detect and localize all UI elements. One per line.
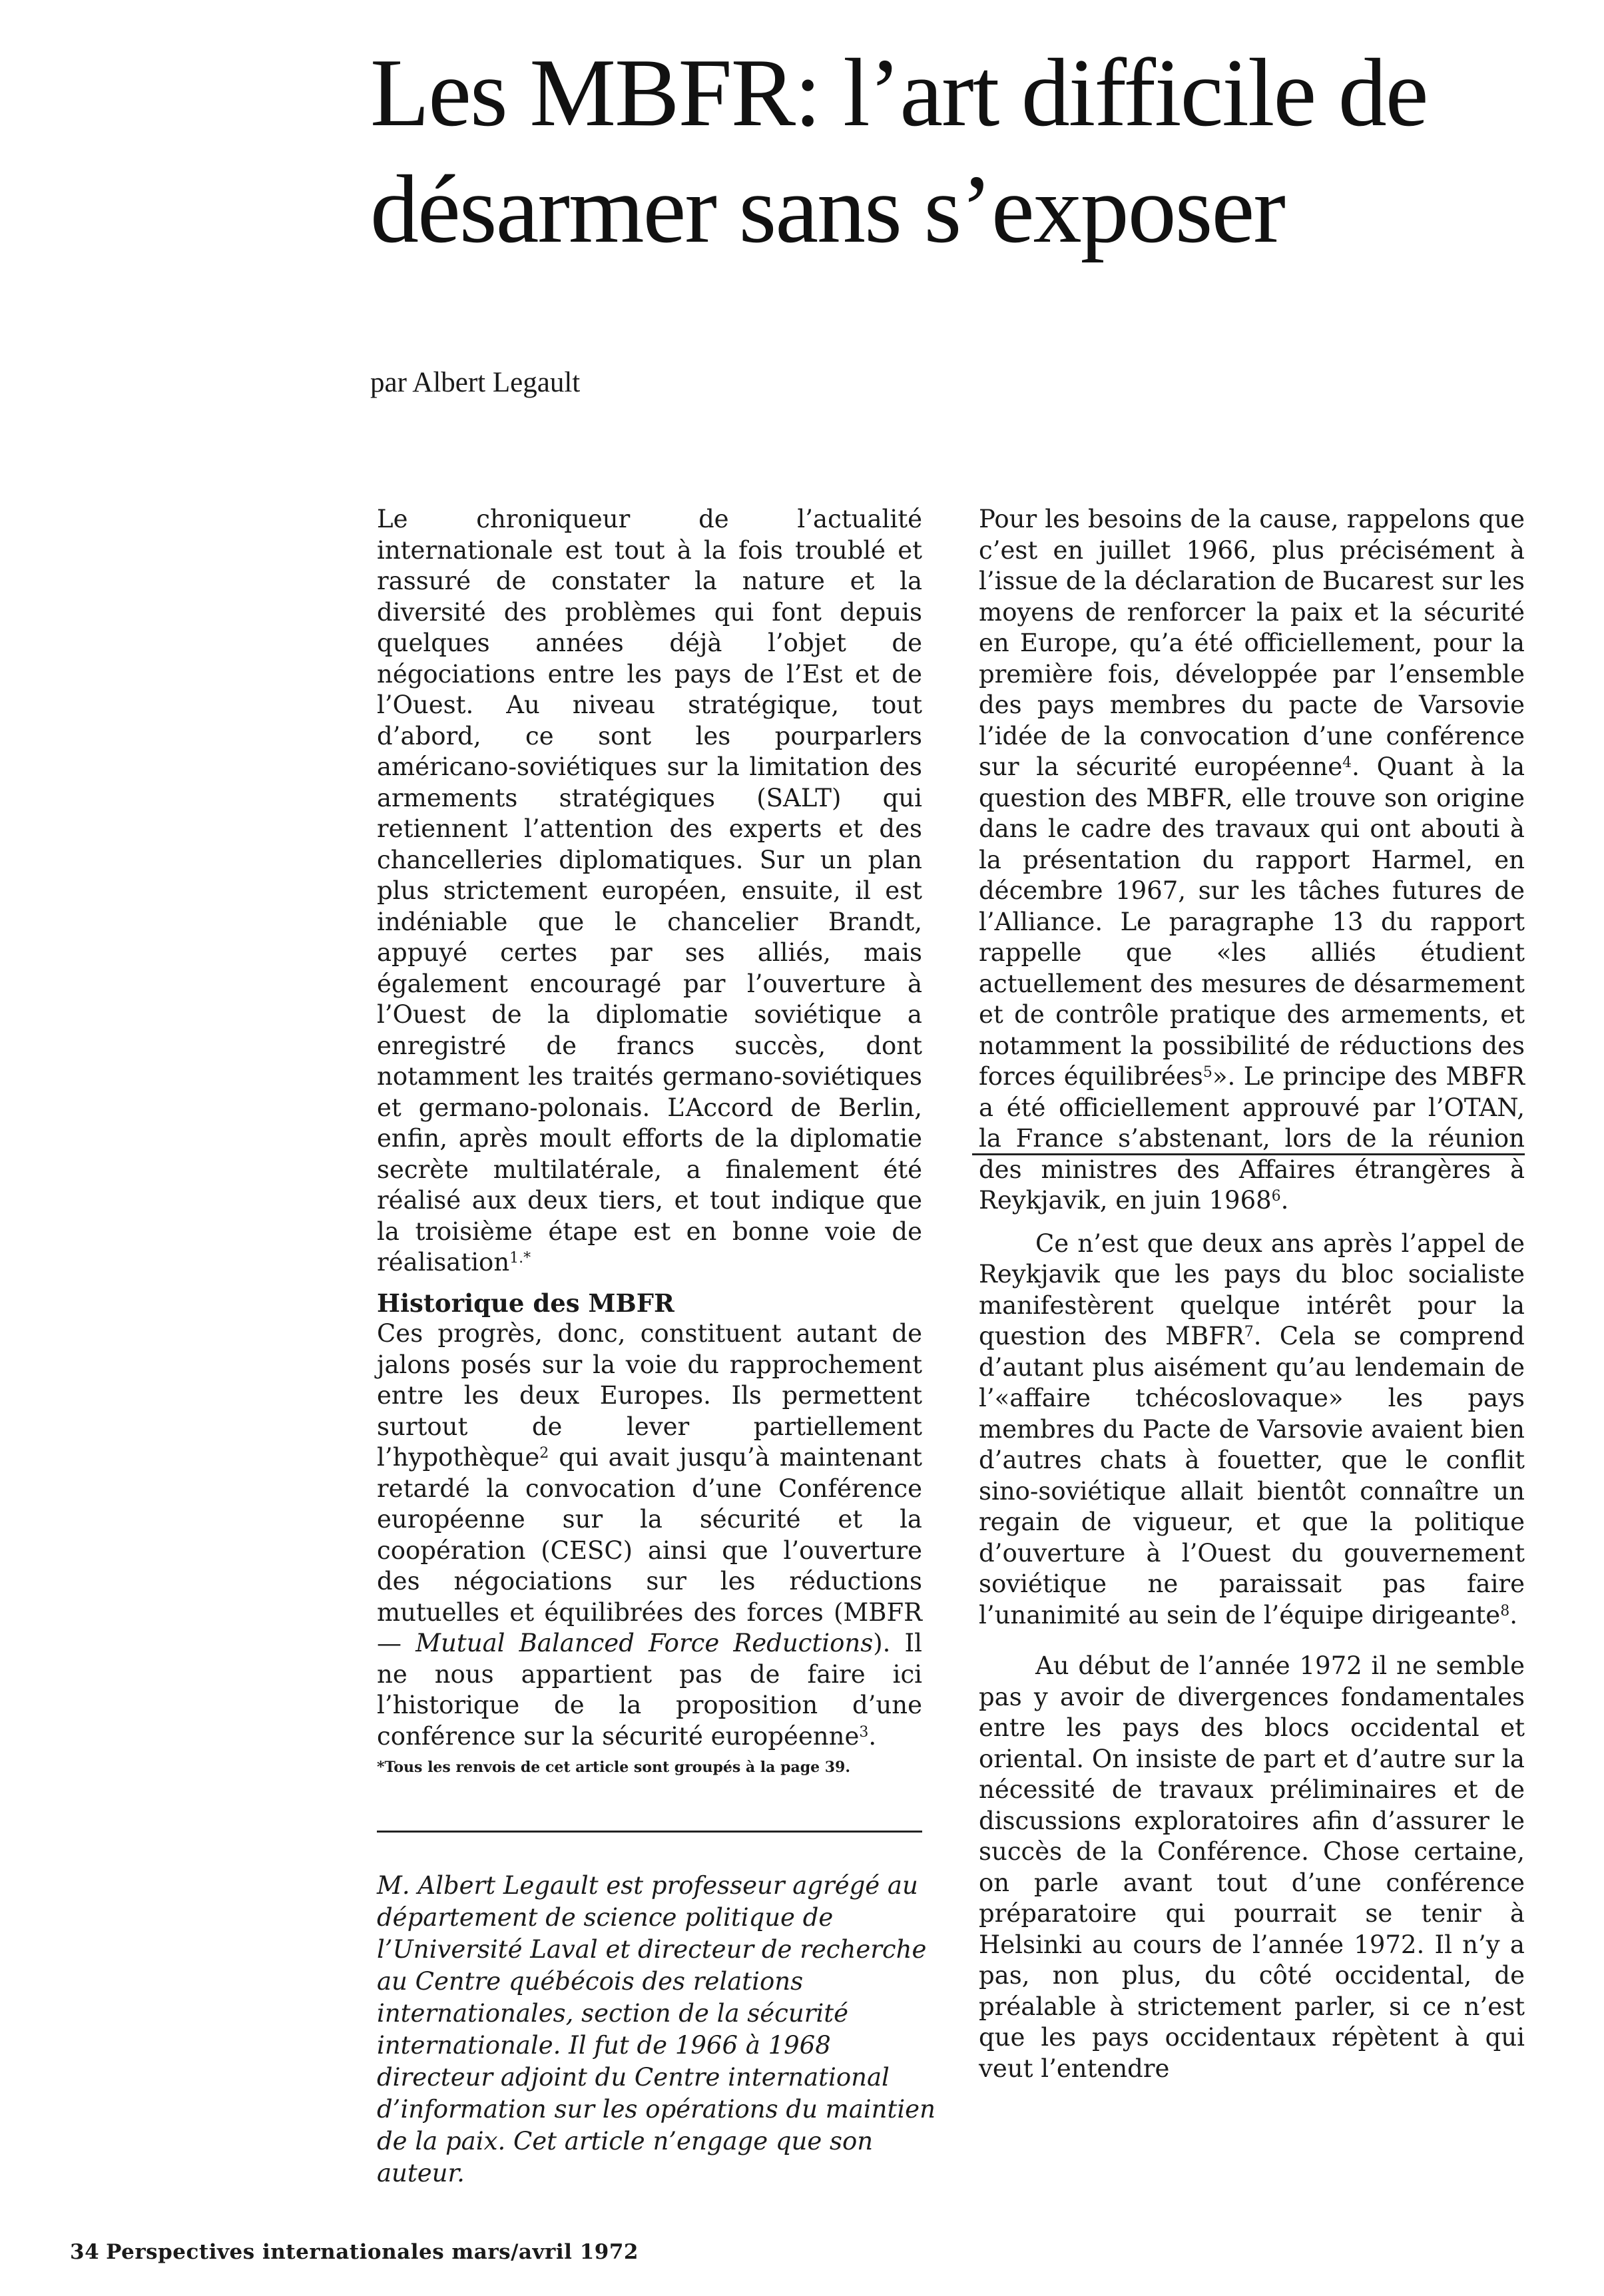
page-footer [70, 2239, 645, 2265]
title-line-2: désarmer sans s’exposer [370, 155, 1284, 263]
page-number: 34 [70, 2240, 100, 2264]
footnote-ref-2: 2 [539, 1445, 549, 1462]
reykjavik-text-b: . Cela se comprend d’autant plus aisément qu’au lendemain de l’«affaire tchécoslovaque» les pays membres du Pacte de Varsovie avaient bien d’autres chats à fouetter, que le conflit sino-soviétique allait bientôt connaître un regain de vigueur, et que la politique d’ouverture à l’Ouest du gouvernement soviétique ne paraissait pas faire l’unanimité au sein de l’équipe dirigeante [979, 1322, 1525, 1629]
section-heading: Historique des MBFR [377, 1288, 674, 1318]
footnote-ref-8: 8 [1500, 1602, 1510, 1619]
title-line-1: Les MBFR: l’art difficile de [370, 39, 1428, 146]
status-1972-paragraph: Au début de l’année 1972 il ne semble pas y avoir de divergences fondamentales entre les pays des blocs occidental et oriental. On insiste de part et d’autre sur la nécessité de travaux préliminaires et de discussions exploratoires afin d’assurer le succès de la Conférence. Chose certaine, on parle avant tout d’une conférence préparatoire qui pourrait se tenir à Helsinki au cours de l’année 1972. Il n’y a pas, non plus, du côté occidental, de préalable à strictement parler, si ce n’est que les pays occidentaux répètent à qui veut l’entendre [979, 1651, 1525, 2083]
reykjavik-text-c: . [1509, 1600, 1517, 1629]
footnote-ref-3: 3 [859, 1723, 869, 1741]
history-paragraph [377, 1318, 922, 1752]
footnote-ref-6: 6 [1271, 1188, 1281, 1205]
byline: par Albert Legault [370, 367, 581, 398]
history-italic: Mutual Balanced Force Reductions [415, 1629, 874, 1657]
footnote-note: *Tous les renvois de cet article sont groupés à la page 39. [377, 1759, 851, 1776]
publication-info: Perspectives internationales mars/avril 1972 [106, 2240, 639, 2264]
footnote-ref-5: 5 [1203, 1064, 1212, 1081]
background-text-c: ». Le principe des MBFR a été officiellement approuvé par l’OTAN, la France s’abstenant, lors de la réunion des ministres des Affaires étrangères à Reykjavik, en juin 1968 [979, 1062, 1525, 1215]
footnote-ref-4: 4 [1342, 754, 1352, 771]
history-text-d: . [868, 1721, 877, 1751]
author-note: M. Albert Legault est professeur agrégé au département de science politique de l’Université Laval et directeur de recherche au Centre québécois des relations internationales, section de la sécurité internationale. Il fut de 1966 à 1968 directeur adjoint du Centre international d’information sur les opérations du maintien de la paix. Cet article n’engage que son auteur. [377, 1871, 936, 2187]
intro-paragraph [377, 504, 922, 1279]
history-text-a: Ces progrès, donc, constituent autant de jalons posés sur la voie du rapprochement entre les deux Europes. Ils permettent surtout de lever partiellement l’hypothèque [377, 1319, 922, 1472]
intro-text: Le chroniqueur de l’actualité internationale est tout à la fois troublé et rassuré de constater la nature et la diversité des problèmes qui font depuis quelques années déjà l’objet de négociations entre les pays de l’Est et de l’Ouest. Au niveau stratégique, tout d’abord, ce sont les pourparlers américano-soviétiques sur la limitation des armements stratégiques (SALT) qui retiennent l’attention des experts et des chancelleries diplomatiques. Sur un plan plus strictement européen, ensuite, il est indéniable que le chancelier Brandt, appuyé certes par ses alliés, mais également encouragé par l’ouverture à l’Ouest de la diplomatie soviétique a enregistré de francs succès, dont notamment les traités germano-soviétiques et germano-polonais. L’Accord de Berlin, enfin, après moult efforts de la diplomatie secrète multilatérale, a finalement été réalisé aux deux tiers, et tout indique que la troisième étape est en bonne voie de réalisation [377, 505, 922, 1277]
background-paragraph [979, 504, 1525, 1217]
history-text-c: ). Il ne nous appartient pas de faire ici l’historique de la proposition d’une conférence sur la sécurité européenne [377, 1629, 922, 1751]
author-note-divider [377, 1831, 922, 1833]
background-text-a: Pour les besoins de la cause, rappelons que c’est en juillet 1966, plus précisément à l’issue de la déclaration de Bucarest sur les moyens de renforcer la paix et la sécurité en Europe, qu’a été officiellement, pour la première fois, développée par l’ensemble des pays membres du pacte de Varsovie l’idée de la convocation d’une conférence sur la sécurité européenne [979, 505, 1525, 781]
reykjavik-paragraph [979, 1229, 1525, 1631]
footnote-ref-1: 1.* [509, 1250, 531, 1267]
background-text-b: . Quant à la question des MBFR, elle trouve son origine dans le cadre des travaux qui ont abouti à la présentation du rapport Harmel, en décembre 1967, sur les tâches futures de l’Alliance. Le paragraphe 13 du rapport rappelle que «les alliés étudient actuellement des mesures de désarmement et de contrôle pratique des armements, et notamment la possibilité de réductions des forces équilibrées [979, 752, 1525, 1091]
right-column [979, 504, 1525, 2084]
article-title [370, 35, 1569, 268]
footnote-ref-7: 7 [1244, 1324, 1254, 1340]
underline-rule [972, 1153, 1525, 1155]
background-text-d: . [1280, 1186, 1289, 1215]
history-text-b: qui avait jusqu’à maintenant retardé la convocation d’une Conférence européenne sur la sécurité et la coopération (CESC) ainsi que l’ouverture des négociations sur les réductions mutuelles et équilibrées des forces (MBFR — [377, 1443, 922, 1657]
reykjavik-text-a: Ce n’est que deux ans après l’appel de Reykjavik que les pays du bloc socialiste manifestèrent quelque intérêt pour la question des MBFR [979, 1229, 1525, 1350]
left-column [377, 504, 922, 1777]
